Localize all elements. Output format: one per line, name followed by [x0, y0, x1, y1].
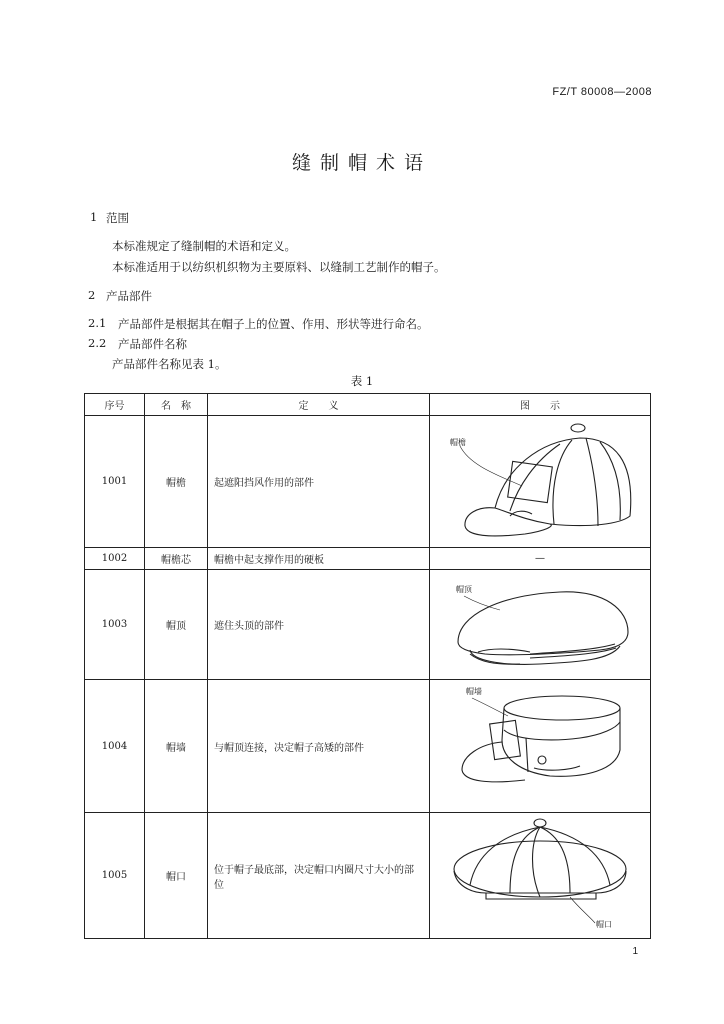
section-1-number: 1 — [90, 210, 98, 224]
section-2-heading: 产品部件 — [106, 289, 152, 303]
row-name: 帽檐 — [145, 416, 208, 548]
section-1-paragraph: 本标准适用于以纺织机织物为主要原料、以缝制工艺制作的帽子。 — [112, 260, 446, 274]
definition-text: 位于帽子最底部，决定帽口内圈尺寸大小的部位 — [214, 864, 414, 891]
section-2-2-text: 产品部件名称见表 1。 — [112, 357, 227, 371]
header-figure: 图 示 — [430, 394, 651, 416]
section-2-2-heading: 产品部件名称 — [118, 337, 187, 351]
figure-label: 帽顶 — [456, 585, 472, 594]
section-1-heading: 范围 — [106, 211, 129, 225]
row-seq: 1005 — [85, 813, 145, 939]
standard-number: FZ/T 80008—2008 — [552, 86, 652, 98]
header-seq: 序号 — [85, 394, 145, 416]
row-seq: 1001 — [85, 416, 145, 548]
row-definition — [208, 570, 430, 680]
definition-text: 帽檐中起支撑作用的硬板 — [214, 555, 324, 566]
section-2-1-text: 产品部件是根据其在帽子上的位置、作用、形状等进行命名。 — [118, 317, 429, 331]
row-name: 帽顶 — [145, 570, 208, 680]
header-definition: 定 义 — [208, 394, 430, 416]
row-seq: 1004 — [85, 680, 145, 813]
section-1-paragraph: 本标准规定了缝制帽的术语和定义。 — [112, 239, 296, 253]
table-row — [85, 548, 651, 570]
row-figure — [430, 680, 651, 813]
table-header-row — [85, 394, 651, 416]
baseball-cap-illustration — [430, 416, 651, 548]
row-seq: 1002 — [85, 548, 145, 570]
section-2-2-number: 2.2 — [88, 336, 107, 350]
row-name: 帽墙 — [145, 680, 208, 813]
row-definition — [208, 416, 430, 548]
row-figure: — — [430, 548, 651, 570]
figure-leader-line — [570, 897, 595, 923]
figure-label: 帽檐 — [450, 438, 466, 447]
table-row — [85, 680, 651, 813]
section-2-1-number: 2.1 — [88, 316, 107, 330]
definition-divider — [207, 813, 208, 938]
row-definition — [208, 548, 430, 570]
row-definition — [208, 680, 430, 813]
table-row — [85, 416, 651, 548]
beret-illustration — [430, 813, 651, 939]
definition-divider — [207, 680, 208, 812]
row-name: 帽口 — [145, 813, 208, 939]
definition-text: 与帽顶连接，决定帽子高矮的部件 — [214, 742, 364, 754]
figure-label: 帽口 — [596, 920, 612, 929]
table-caption: 表 1 — [350, 374, 374, 388]
row-definition — [208, 813, 430, 939]
row-figure — [430, 416, 651, 548]
document-title: 缝制帽术语 — [291, 152, 432, 174]
row-name: 帽檐芯 — [145, 548, 208, 570]
figure-leader-line — [464, 596, 500, 610]
row-figure — [430, 813, 651, 939]
figure-leader-line — [472, 698, 508, 716]
row-figure — [430, 570, 651, 680]
definition-text: 起遮阳挡风作用的部件 — [214, 478, 314, 489]
table-row — [85, 570, 651, 680]
header-name: 名 称 — [145, 394, 208, 416]
section-2-number: 2 — [88, 288, 96, 302]
figure-label: 帽墙 — [466, 687, 482, 696]
definition-text: 遮住头顶的部件 — [214, 621, 284, 632]
page-number: 1 — [632, 946, 638, 957]
row-seq: 1003 — [85, 570, 145, 680]
figure-leader-line — [460, 446, 522, 486]
military-cap-illustration — [430, 680, 651, 813]
flat-cap-illustration — [430, 570, 651, 680]
table-row — [85, 813, 651, 939]
parts-table — [84, 393, 651, 939]
